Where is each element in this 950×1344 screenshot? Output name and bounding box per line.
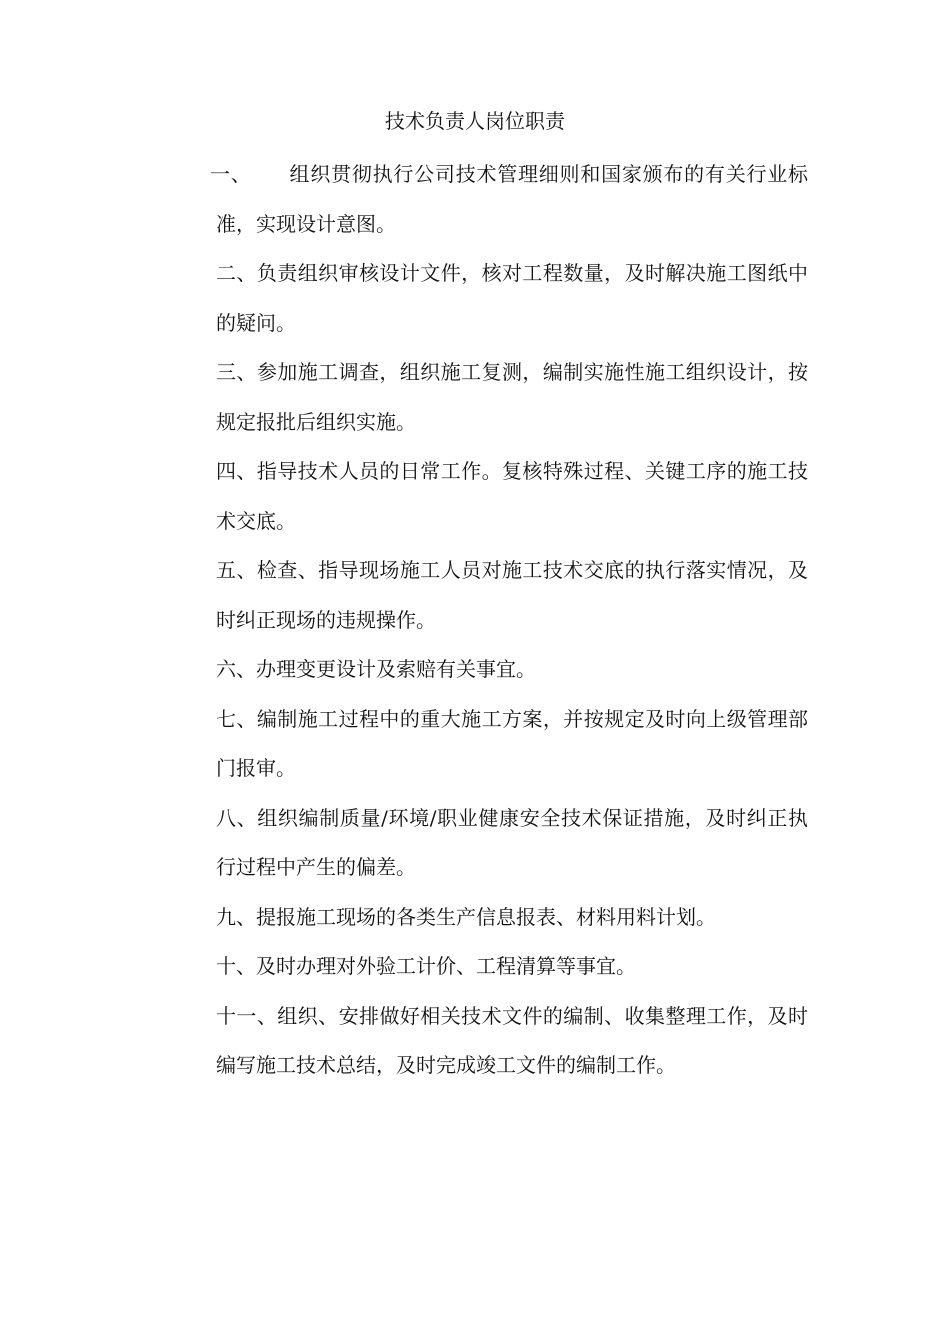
duty-item-7 [216,695,808,794]
duty-item-text: 及时办理对外验工计价、工程清算等事宜。 [256,954,636,978]
duty-item-4 [216,447,808,546]
duty-item-9 [216,893,808,943]
duty-item-number: 七、 [216,706,257,731]
duty-item-text: 参加施工调查，组织施工复测，编制实施性施工组织设计，按规定报批后组织实施。 [216,360,809,434]
duty-item-number: 八、 [216,805,258,830]
duty-item-number: 九、 [216,904,256,929]
duty-item-3 [216,348,808,447]
duty-item-text: 提报施工现场的各类生产信息报表、材料用料计划。 [256,904,716,929]
duty-item-number: 二、 [216,261,257,285]
duty-item-10 [216,942,808,992]
duty-item-1 [210,150,809,249]
duty-item-text: 组织贯彻执行公司技术管理细则和国家颁布的有关行业标准，实现设计意图。 [216,162,809,236]
duty-item-number: 三、 [216,360,257,384]
duty-item-number: 十、 [216,954,256,978]
duty-list [210,150,809,1091]
duty-item-2 [216,249,808,348]
duty-item-text: 组织编制质量/环境/职业健康安全技术保证措施，及时纠正执行过程中产生的偏差。 [216,805,808,879]
document-title: 技术负责人岗位职责 [385,109,565,133]
duty-item-6 [216,645,808,695]
duty-item-number: 六、 [216,657,256,681]
duty-item-text: 编制施工过程中的重大施工方案，并按规定及时向上级管理部门报审。 [216,706,809,780]
duty-item-text: 指导技术人员的日常工作。复核特殊过程、关键工序的施工技术交底。 [216,459,809,533]
duty-item-number: 五、 [216,558,257,582]
duty-item-text: 负责组织审核设计文件，核对工程数量，及时解决施工图纸中的疑问。 [216,261,809,335]
duty-item-text: 办理变更设计及索赔有关事宜。 [256,657,536,681]
duty-item-11 [216,992,808,1091]
duty-item-text: 组织、安排做好相关技术文件的编制、收集整理工作，及时编写施工技术总结，及时完成竣工文件的编制工作。 [216,1003,809,1077]
duty-item-number: 四、 [216,459,257,483]
duty-item-number: 十一、 [216,1003,278,1028]
duty-item-text: 检查、指导现场施工人员对施工技术交底的执行落实情况，及时纠正现场的违规操作。 [216,558,809,632]
duty-item-8 [216,794,808,893]
duty-item-5 [216,546,808,645]
duty-item-number: 一、 [210,162,252,186]
